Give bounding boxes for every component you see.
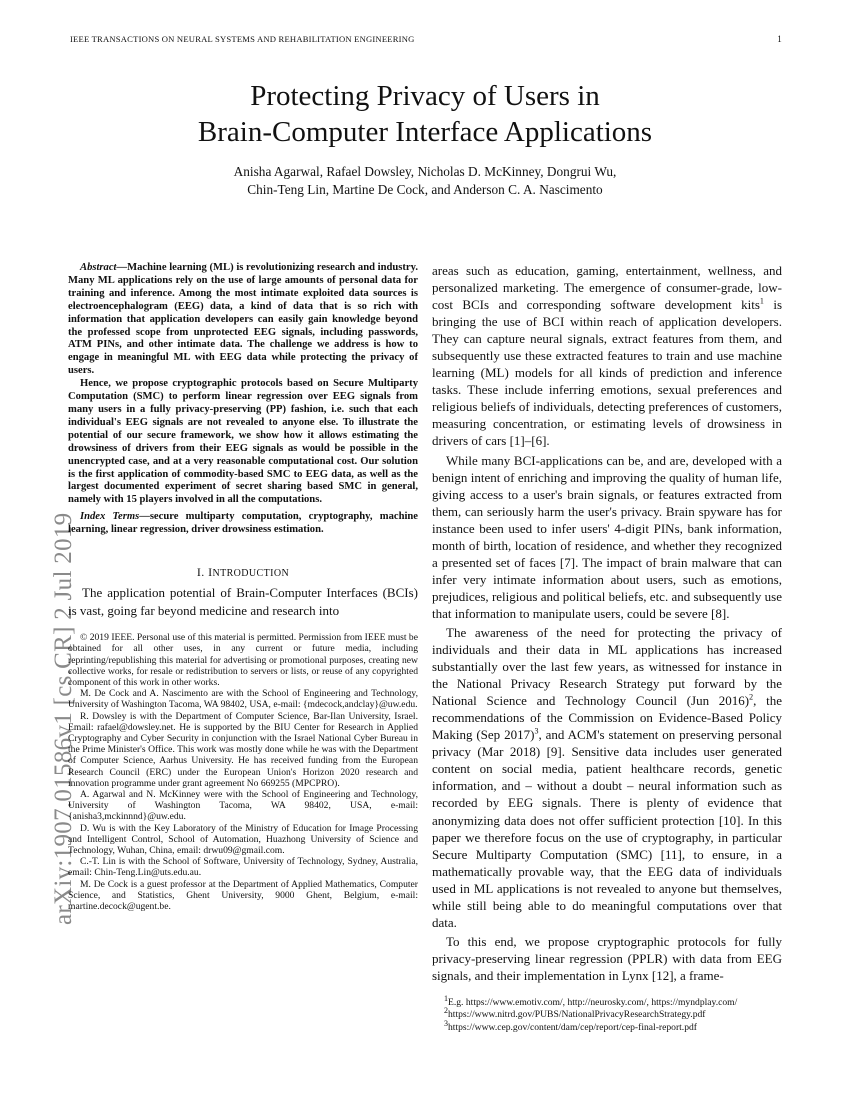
section-initial: I xyxy=(208,565,213,580)
footnote-link[interactable]: https://www.cep.gov/content/dam/cep/report/cep-final-report.pdf xyxy=(448,1021,697,1033)
arxiv-stamp: arXiv:1907.01586v1 [cs.CR] 2 Jul 2019 xyxy=(50,512,77,925)
footnote-ref-2[interactable]: 2 xyxy=(749,692,754,702)
footnote-ref-3[interactable]: 3 xyxy=(534,726,539,736)
intro-paragraph: The application potential of Brain-Computer Interfaces (BCIs) is vast, going far beyond medicine and research into xyxy=(68,585,418,618)
abstract xyxy=(68,262,418,507)
section-rest: NTRODUCTION xyxy=(212,568,290,580)
body-paragraph-4: To this end, we propose cryptographic protocols for fully privacy-preserving linear regression (PPLR) with data from EEG signals, and their implementation in Lynx [12], a frame- xyxy=(432,933,782,983)
body-text: is bringing the use of BCI within reach of application developers. They can capture neural signals, extract features from them, and subsequently use these extracted features to train and use machine learning (ML) models for all kinds of prediction and inference tasks. These include inferring emotions, sexual preferences and religious beliefs of individuals, detecting preferences of customers, measuring concentration, or estimating levels of drowsiness in drivers of cars [1]–[6]. xyxy=(432,297,782,449)
section-numeral: I. xyxy=(196,565,209,580)
authors-line-1: Anisha Agarwal, Rafael Dowsley, Nicholas D. McKinney, Dongrui Wu, xyxy=(233,164,617,179)
footnote-2 xyxy=(432,1006,782,1021)
body-paragraph-2: While many BCI-applications can be, and are, developed with a benign intent of enriching and improving the quality of human life, giving access to a user's brain signals, or features extracted from them, can seriously harm the user's privacy. Brain spyware has for instance been used to infer users' 4-digit PINs, bank information, month of birth, location of residence, and whether they recognized a presented set of faces [7]. The impact of brain malware that can infer very intimate information about users, such as emotions, prejudices, religious and political beliefs, etc. and subsequently use that information to manipulate users, could be severe [8]. xyxy=(432,452,782,621)
paper-title xyxy=(90,78,760,150)
affiliation-note: M. De Cock is a guest professor at the Department of Applied Mathematics, Computer Science, and Statistics, Ghent University, 9000 Ghent, Belgium, e-mail: martine.decock@ugent.be. xyxy=(68,878,418,913)
footnotes xyxy=(432,993,782,1034)
affiliation-note: M. De Cock and A. Nascimento are with the School of Engineering and Technology, University of Washington Tacoma, WA 98402, USA, e-mail: {mdecock,andclay}@uw.edu. xyxy=(68,688,418,711)
footnote-link[interactable]: https://www.nitrd.gov/PUBS/NationalPrivacyResearchStrategy.pdf xyxy=(448,1009,706,1021)
index-terms xyxy=(68,511,418,537)
footnote-3 xyxy=(432,1018,782,1034)
right-column xyxy=(432,262,782,986)
index-terms-lead: Index Terms xyxy=(80,511,140,523)
copyright-note: © 2019 IEEE. Personal use of this material is permitted. Permission from IEEE must be obtained for all other uses, in any current or future media, including reprinting/republishing this material for advertising or promotional purposes, creating new collective works, for resale or redistribution to servers or lists, or reuse of any copyrighted component of this work in other works. xyxy=(68,632,418,689)
footnote-mark: 3 xyxy=(444,1018,448,1028)
abstract-lead: Abstract xyxy=(80,262,117,273)
affiliation-note: C.-T. Lin is with the School of Software, University of Technology, Sydney, Australia, email: Chin-Teng.Lin@uts.edu.au. xyxy=(68,856,418,879)
footnote-ref-1[interactable]: 1 xyxy=(759,296,764,306)
footnote-mark: 2 xyxy=(444,1006,448,1016)
body-paragraph-3 xyxy=(432,624,782,931)
abstract-paragraph-2: Hence, we propose cryptographic protocols based on Secure Multiparty Computation (SMC) to perform linear regression over EEG signals from many users in a fully privacy-preserving (PP) fashion, i.e. such that each individual's EEG signals are not revealed to anyone else. To illustrate the potential of our secure framework, we show how it allows estimating the drowsiness of drivers from their EEG signals as would be possible in the unencrypted case, and at a very reasonable computational cost. Our solution is the first application of commodity-based SMC to EEG data, as well as the largest documented experiment of secret sharing based SMC in general, namely with 15 players involved in all the computations. xyxy=(68,378,418,506)
body-text: areas such as education, gaming, entertainment, wellness, and personalized marketing. The emergence of consumer-grade, low-cost BCIs and corresponding software development kits xyxy=(432,263,782,313)
footnote-link[interactable]: E.g. https://www.emotiv.com/, http://neurosky.com/, https://myndplay.com/ xyxy=(448,997,738,1008)
title-line-2: Brain-Computer Interface Applications xyxy=(197,116,653,148)
affiliation-note: R. Dowsley is with the Department of Computer Science, Bar-Ilan University, Israel. Email: rafael@dowsley.net. He is supported by the BIU Center for Research in Applied Cryptography and Cyber Security in conjunction with the Israel National Cyber Bureau in the Prime Minister's Office. This work was mostly done while he was with the Department of Computer Science, Aarhus University. He has received funding from the European Research Council (ERC) under the European Union's Horizon 2020 research and innovation programme under grant agreement No 669255 (MPCPRO). xyxy=(68,710,418,789)
section-heading-introduction xyxy=(68,565,418,580)
affiliation-notes xyxy=(68,632,418,912)
body-text: , and ACM's statement on preserving personal privacy (Mar 2018) [9]. Sensitive data includes user generated content on social media, patient healthcare records, genetic information, and – without a doubt – neural information such as recorded by EEG signals. There is plenty of evidence that anonymizing data does not offer sufficient protection [10]. In this paper we therefore focus on the use of cryptography, in particular Secure Multiparty Computation (SMC) [11], to ensure, in a mathematically provable way, that the EEG data of individuals used in ML applications is not revealed to anyone but themselves, while still being able to do meaningful computations over that data. xyxy=(432,727,782,930)
body-text: , the recommendations of the Commission on Evidence-Based Policy Making (Sep 2017) xyxy=(432,693,782,743)
left-column xyxy=(68,262,418,912)
page-number: 1 xyxy=(777,34,782,44)
author-list xyxy=(130,163,720,199)
running-header xyxy=(70,34,782,48)
footnote-mark: 1 xyxy=(444,993,448,1003)
affiliation-note: D. Wu is with the Key Laboratory of the Ministry of Education for Image Processing and Intelligent Control, School of Automation, Huazhong University of Science and Technology, Wuhan, China, email: drwu09@gmail.com. xyxy=(68,822,418,857)
abstract-paragraph-1 xyxy=(68,262,418,378)
abstract-text-1: —Machine learning (ML) is revolutionizing research and industry. Many ML applications rely on the use of large amounts of personal data for training and inference. Among the most intimate exploited data sources is electroencephalogram (EEG) data, a kind of data that is so rich with information that application developers can easily gain knowledge beyond the professed scope from unprotected EEG signals, including passwords, ATM PINs, and other intimate data. The challenge we address is how to engage in meaningful ML with EEG data while protecting the privacy of users. xyxy=(68,262,418,377)
affiliation-note: A. Agarwal and N. McKinney were with the School of Engineering and Technology, University of Washington Tacoma, WA 98402, USA, e-mail: {anisha3,mckinnnd}@uw.edu. xyxy=(68,789,418,823)
index-terms-text: —secure multiparty computation, cryptography, machine learning, linear regression, driver drowsiness estimation. xyxy=(68,511,418,536)
journal-name: IEEE TRANSACTIONS ON NEURAL SYSTEMS AND REHABILITATION ENGINEERING xyxy=(70,34,415,44)
body-paragraph-1 xyxy=(432,262,782,450)
footnote-1 xyxy=(432,993,782,1009)
title-line-1: Protecting Privacy of Users in xyxy=(250,80,600,112)
body-text: The awareness of the need for protecting the privacy of individuals and their data in ML applications has increased substantially over the last few years, as witnessed for instance in the National Privacy Research Strategy put forward by the National Science and Technology Council (Jun 2016) xyxy=(432,624,782,709)
authors-line-2: Chin-Teng Lin, Martine De Cock, and Anderson C. A. Nascimento xyxy=(247,182,603,197)
